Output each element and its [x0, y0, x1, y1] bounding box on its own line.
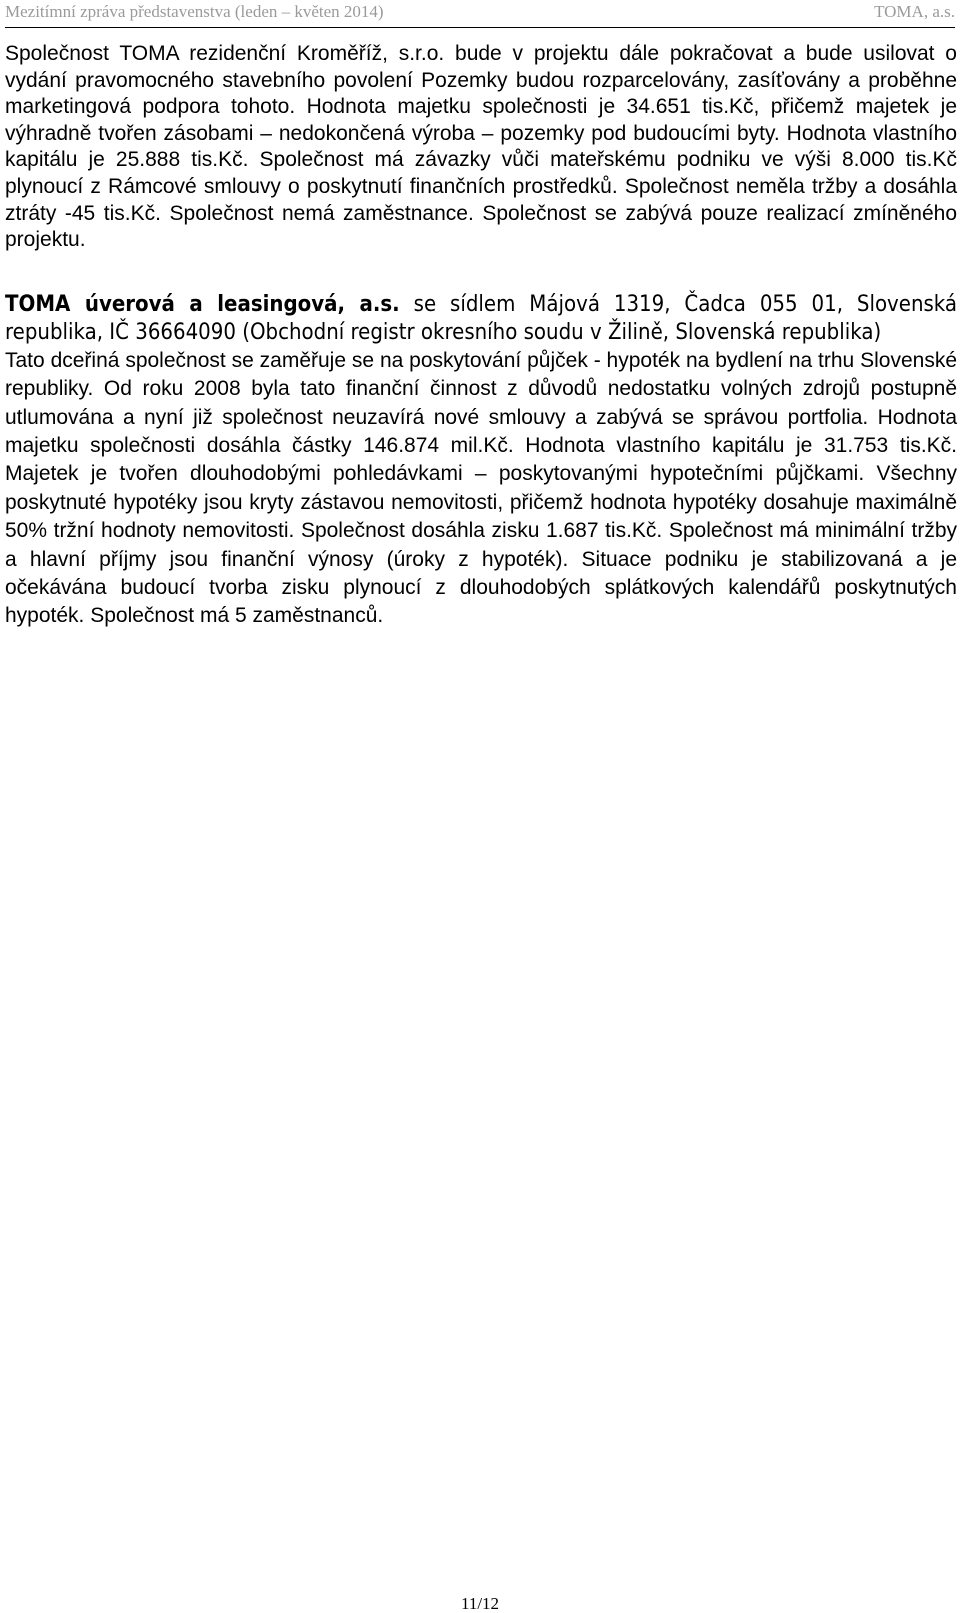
paragraph-toma-rezidencni: Společnost TOMA rezidenční Kroměříž, s.r.o. bude v projektu dále pokračovat a bude usilovat o vydání pravomocného stavebního povolení Pozemky budou rozparcelovány, zasíťovány a proběhne marketingová podpora tohoto. Hodnota majetku společnosti je 34.651 tis.Kč, přičemž majetek je výhradně tvořen zásobami – nedokončená výroba – pozemky pod budoucími byty. Hodnota vlastního kapitálu je 25.888 tis.Kč. Společnost má závazky vůči mateřskému podniku ve výši 8.000 tis.Kč plynoucí z Rámcové smlouvy o poskytnutí finančních prostředků. Společnost neměla tržby a dosáhla ztráty -45 tis.Kč. Společnost nemá zaměstnance. Společnost se zabývá pouze realizací zmíněného projektu. [5, 42, 957, 252]
page-number: 11/12 [460, 1594, 500, 1613]
document-body [5, 41, 957, 631]
company-address: se sídlem Májová 1319, Čadca 055 01, Slovenská republika, IČ 36664090 (Obchodní registr okresního soudu v Žilině, Slovenská republika) [5, 291, 958, 345]
paragraph-toma-uverova-heading [5, 291, 957, 347]
header-title: Mezitímní zpráva představenstva (leden – květen 2014) [5, 2, 384, 21]
paragraph-toma-uverova: Tato dceřiná společnost se zaměřuje se na poskytování půjček - hypoték na bydlení na trhu Slovenské republiky. Od roku 2008 byla tato finanční činnost z důvodů nedostatku volných zdrojů postupně utlumována a nyní již společnost neuzavírá nové smlouvy a zabývá se správou portfolia. Hodnota majetku společnosti dosáhla částky 146.874 mil.Kč. Hodnota vlastního kapitálu je 31.753 tis.Kč. Majetek je tvořen dlouhodobými pohledávkami – poskytovanými hypotečními půjčkami. Všechny poskytnuté hypotéky jsou kryty zástavou nemovitosti, přičemž hodnota hypotéky dosahuje maximálně 50% tržní hodnoty nemovitosti. Společnost dosáhla zisku 1.687 tis.Kč. Společnost má minimální tržby a hlavní příjmy jsou finanční výnosy (úroky z hypoték). Situace podniku je stabilizovaná a je očekávána budoucí tvorba zisku plynoucí z dlouhodobých splátkových kalendářů poskytnutých hypoték. Společnost má 5 zaměstnanců. [5, 348, 957, 628]
header-company: TOMA, a.s. [874, 2, 955, 21]
company-name: TOMA úverová a leasingová, a.s. [5, 291, 400, 317]
page-header [5, 2, 955, 28]
